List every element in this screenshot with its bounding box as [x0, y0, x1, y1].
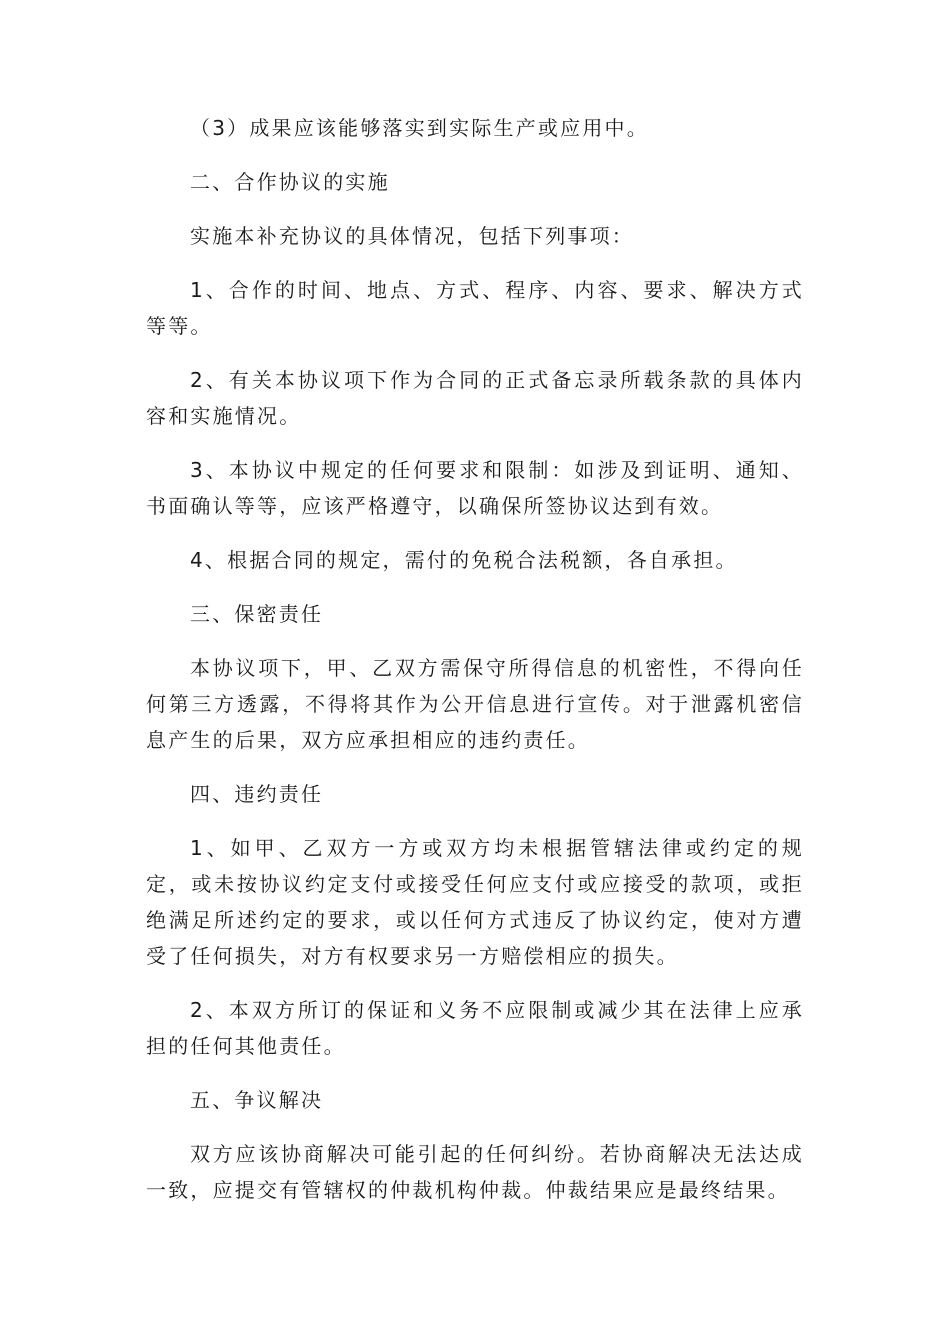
section-heading-implementation: 二、合作协议的实施	[190, 170, 390, 194]
paragraph-breach-item-2: 2、本双方所订的保证和义务不应限制或减少其在法律上应承担的任何其他责任。	[146, 998, 804, 1058]
section-heading-dispute: 五、争议解决	[190, 1088, 324, 1112]
section-heading-breach: 四、违约责任	[190, 782, 324, 806]
paragraph-breach-item-1: 1、如甲、乙双方一方或双方均未根据管辖法律或约定的规定，或未按协议约定支付或接受任何应支付或应接受的款项，或拒绝满足所述约定的要求，或以任何方式违反了协议约定，使对方遭受了任何损失，对方有权要求另一方赔偿相应的损失。	[146, 836, 804, 968]
paragraph-implementation-item-3: 3、本协议中规定的任何要求和限制：如涉及到证明、通知、书面确认等等，应该严格遵守，以确保所签协议达到有效。	[146, 458, 804, 518]
paragraph-result-requirement: （3）成果应该能够落实到实际生产或应用中。	[190, 116, 649, 140]
document-body	[146, 110, 804, 1226]
paragraph-implementation-item-4: 4、根据合同的规定，需付的免税合法税额，各自承担。	[190, 548, 738, 572]
section-heading-confidentiality: 三、保密责任	[190, 602, 324, 626]
paragraph-implementation-item-2: 2、有关本协议项下作为合同的正式备忘录所载条款的具体内容和实施情况。	[146, 368, 804, 428]
paragraph-implementation-item-1: 1、合作的时间、地点、方式、程序、内容、要求、解决方式等等。	[146, 278, 804, 338]
paragraph-dispute: 双方应该协商解决可能引起的任何纠纷。若协商解决无法达成一致，应提交有管辖权的仲裁机构仲裁。仲裁结果应是最终结果。	[146, 1142, 804, 1202]
paragraph-confidentiality: 本协议项下，甲、乙双方需保守所得信息的机密性，不得向任何第三方透露，不得将其作为公开信息进行宣传。对于泄露机密信息产生的后果，双方应承担相应的违约责任。	[146, 656, 804, 752]
paragraph-implementation-intro: 实施本补充协议的具体情况，包括下列事项：	[190, 224, 634, 248]
